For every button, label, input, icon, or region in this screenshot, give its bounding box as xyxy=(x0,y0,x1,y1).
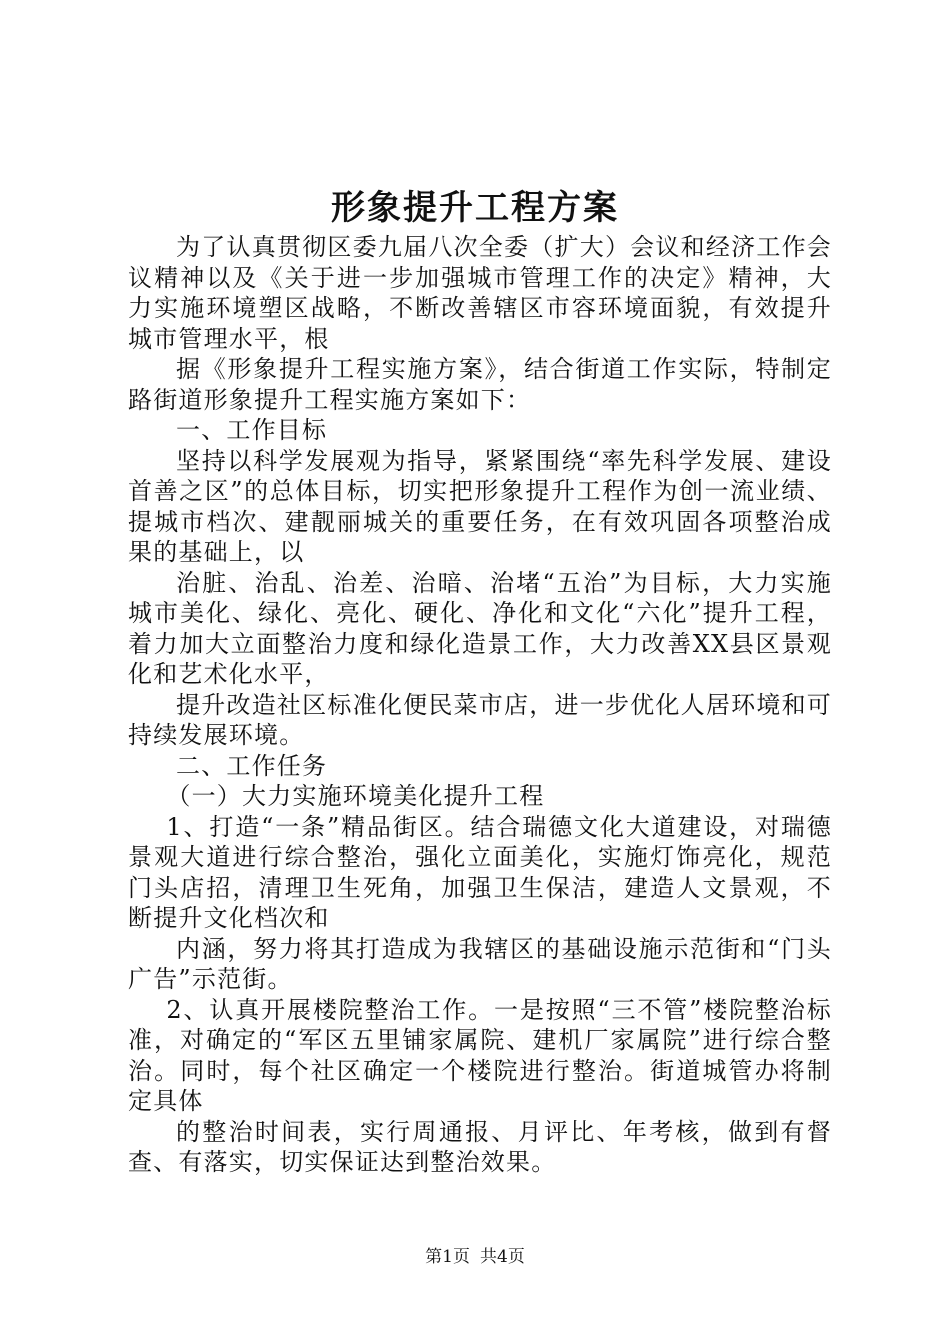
paragraph-task-1-continued: 内涵，努力将其打造成为我辖区的基础设施示范街和“门头广告”示范街。 xyxy=(128,934,832,993)
section-heading-goals: 一、工作目标 xyxy=(176,416,328,444)
paragraph-intro: 为了认真贯彻区委九届八次全委（扩大）会议和经济工作会议精神以及《关于进一步加强城市管理工作的决定》精神，大力实施环境塑区战略，不断改善辖区市容环境面貌，有效提升城市管理水平，根 xyxy=(128,233,832,353)
page-total: 共4页 xyxy=(480,1247,525,1267)
paragraph-goals-continued: 治脏、治乱、治差、治暗、治堵“五治”为目标，大力实施城市美化、绿化、亮化、硬化、净化和文化“六化”提升工程，着力加大立面整治力度和绿化造景工作，大力改善XX县区景观化和艺术化水平， xyxy=(128,568,832,688)
paragraph-task-2: 2、认真开展楼院整治工作。一是按照“三不管”楼院整治标准，对确定的“军区五里铺家属院、建机厂家属院”进行综合整治。同时，每个社区确定一个楼院进行整治。街道城管办将制定具体 xyxy=(128,995,832,1115)
paragraph-task-2-continued: 的整治时间表，实行周通报、月评比、年考核，做到有督查、有落实，切实保证达到整治效果。 xyxy=(128,1117,832,1176)
paragraph-goals-end: 提升改造社区标准化便民菜市店，进一步优化人居环境和可持续发展环境。 xyxy=(128,690,832,749)
paragraph-goals: 坚持以科学发展观为指导，紧紧围绕“率先科学发展、建设首善之区”的总体目标，切实把形象提升工程作为创一流业绩、提城市档次、建靓丽城关的重要任务，在有效巩固各项整治成果的基础上，以 xyxy=(128,446,832,566)
page-footer xyxy=(0,1245,950,1269)
subsection-heading-beautification: （一）大力实施环境美化提升工程 xyxy=(166,782,545,810)
page-number: 第1页 xyxy=(425,1247,470,1267)
paragraph-task-1: 1、打造“一条”精品街区。结合瑞德文化大道建设，对瑞德景观大道进行综合整治，强化立面美化，实施灯饰亮化，规范门头店招，清理卫生死角，加强卫生保洁，建造人文景观，不断提升文化档次和 xyxy=(128,812,832,932)
document-title: 形象提升工程方案 xyxy=(331,188,619,228)
paragraph-intro-continued: 据《形象提升工程实施方案》，结合街道工作实际，特制定路街道形象提升工程实施方案如下： xyxy=(128,355,832,414)
section-heading-tasks: 二、工作任务 xyxy=(176,751,328,780)
document-body xyxy=(128,232,832,1178)
